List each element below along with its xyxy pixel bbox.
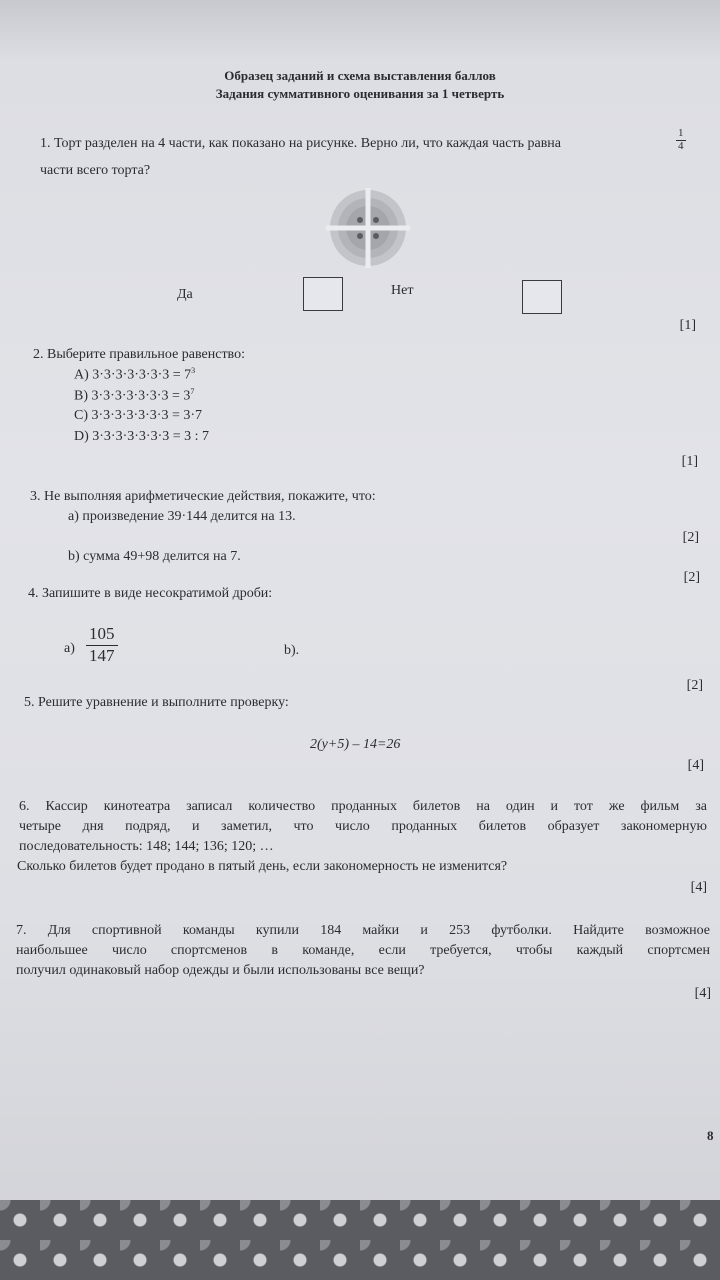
q7-score: [4] (694, 986, 711, 1001)
q7-line-2: наибольшее число спортсменов в команде, если требуется, чтобы каждый спортсмен (16, 943, 710, 958)
q4-a-fraction (86, 624, 118, 667)
q2-option-a (74, 366, 195, 384)
q1-statement: 1. Торт разделен на 4 части, как показано на рисунке. Верно ли, что каждая часть равна (40, 136, 562, 151)
q6-score: [4] (690, 880, 707, 895)
q2-option-c: C) 3·3·3·3·3·3·3 = 3·7 (74, 408, 203, 423)
q7-line-3: получил одинаковый набор одежды и были использованы все вещи? (16, 963, 425, 978)
q4-text: 4. Запишите в виде несократимой дроби: (28, 586, 273, 601)
q3-text: 3. Не выполняя арифметические действия, покажите, что: (30, 489, 376, 504)
q2-score: [1] (681, 454, 698, 469)
q3-part-b: b) сумма 49+98 делится на 7. (68, 549, 241, 564)
q6-line-2: четыре дня подряд, и заметил, что число проданных билетов образует закономерную (19, 819, 707, 834)
q1-text-2: части всего торта? (40, 163, 151, 178)
header-subtitle: Задания суммативного оценивания за 1 четверть (215, 86, 505, 101)
q2-option-b-exp: 7 (190, 387, 195, 396)
q1-no-label: Нет (391, 283, 414, 298)
q1-yes-checkbox[interactable] (303, 277, 343, 311)
q2-option-a-exp: 3 (191, 366, 196, 375)
header-title: Образец заданий и схема выставления баллов (224, 68, 496, 83)
q2-option-b (74, 387, 194, 405)
q2-option-d: D) 3·3·3·3·3·3·3 = 3 : 7 (74, 429, 210, 444)
q1-fraction (676, 128, 686, 152)
q5-equation: 2(y+5) – 14=26 (310, 737, 401, 752)
q1-text (40, 135, 680, 153)
q5-score: [4] (687, 758, 704, 773)
q4-a-numerator: 105 (86, 624, 118, 646)
q1-yes-label: Да (177, 287, 193, 302)
q3-score-b: [2] (683, 570, 700, 585)
page-number: 8 (707, 1128, 714, 1143)
q6-line-4: Сколько билетов будет продано в пятый день, если закономерность не изменится? (17, 859, 508, 874)
q1-frac-den: 4 (678, 139, 684, 152)
q6-line-1: 6. Кассир кинотеатра записал количество проданных билетов на один и тот же фильм за (19, 799, 707, 814)
q4-a-denominator: 147 (89, 646, 115, 666)
q4-a-label: a) (64, 641, 75, 656)
q2-text: 2. Выберите правильное равенство: (33, 347, 245, 362)
cake-image (318, 186, 418, 270)
q4-b-label: b). (284, 643, 300, 658)
q4-score: [2] (686, 678, 703, 693)
q2-option-a-text: A) 3·3·3·3·3·3·3 = 7 (74, 367, 192, 383)
q1-frac-num: 1 (678, 127, 684, 139)
lace-tablecloth (0, 1200, 720, 1280)
q5-text: 5. Решите уравнение и выполните проверку: (24, 695, 289, 710)
q3-score-a: [2] (682, 530, 699, 545)
q2-option-b-text: B) 3·3·3·3·3·3·3 = 3 (74, 388, 191, 404)
q1-score: [1] (679, 318, 696, 333)
q3-part-a: a) произведение 39·144 делится на 13. (68, 509, 296, 524)
q7-line-1: 7. Для спортивной команды купили 184 майки и 253 футболки. Найдите возможное (16, 923, 710, 938)
q1-no-checkbox[interactable] (522, 280, 562, 314)
q6-line-3: последовательность: 148; 144; 136; 120; … (19, 839, 274, 854)
